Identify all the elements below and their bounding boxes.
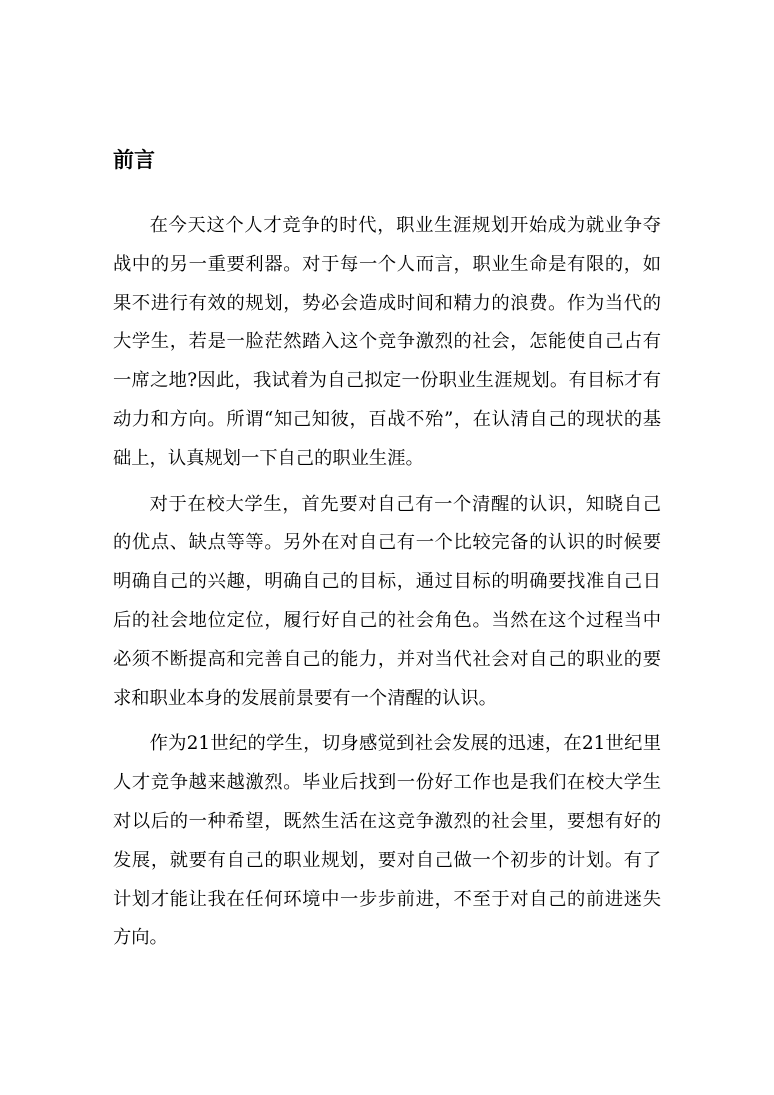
paragraph-1: 在今天这个人才竞争的时代，职业生涯规划开始成为就业争夺战中的另一重要利器。对于每一个人而言，职业生命是有限的，如果不进行有效的规划，势必会造成时间和精力的浪费。作为当代的大学生，若是一脸茫然踏入这个竞争激烈的社会，怎能使自己占有一席之地?因此，我试着为自己拟定一份职业生涯规划。有目标才有动力和方向。所谓“知己知彼，百战不殆”，在认清自己的现状的基础上，认真规划一下自己的职业生涯。 [113,215,661,469]
section-heading: 前言 [113,148,155,172]
paragraph-3: 作为21世纪的学生，切身感觉到社会发展的迅速，在21世纪里人才竞争越来越激烈。毕业后找到一份好工作也是我们在校大学生对以后的一种希望，既然生活在这竞争激烈的社会里，要想有好的发展，就要有自己的职业规划，要对自己做一个初步的计划。有了计划才能让我在任何环境中一步步前进，不至于对自己的前进迷失方向。 [113,733,661,949]
body-text [113,207,661,965]
paragraph-2: 对于在校大学生，首先要对自己有一个清醒的认识，知晓自己的优点、缺点等等。另外在对自己有一个比较完备的认识的时候要明确自己的兴趣，明确自己的目标，通过目标的明确要找准自己日后的社会地位定位，履行好自己的社会角色。当然在这个过程当中必须不断提高和完善自己的能力，并对当代社会对自己的职业的要求和职业本身的发展前景要有一个清醒的认识。 [113,493,661,709]
